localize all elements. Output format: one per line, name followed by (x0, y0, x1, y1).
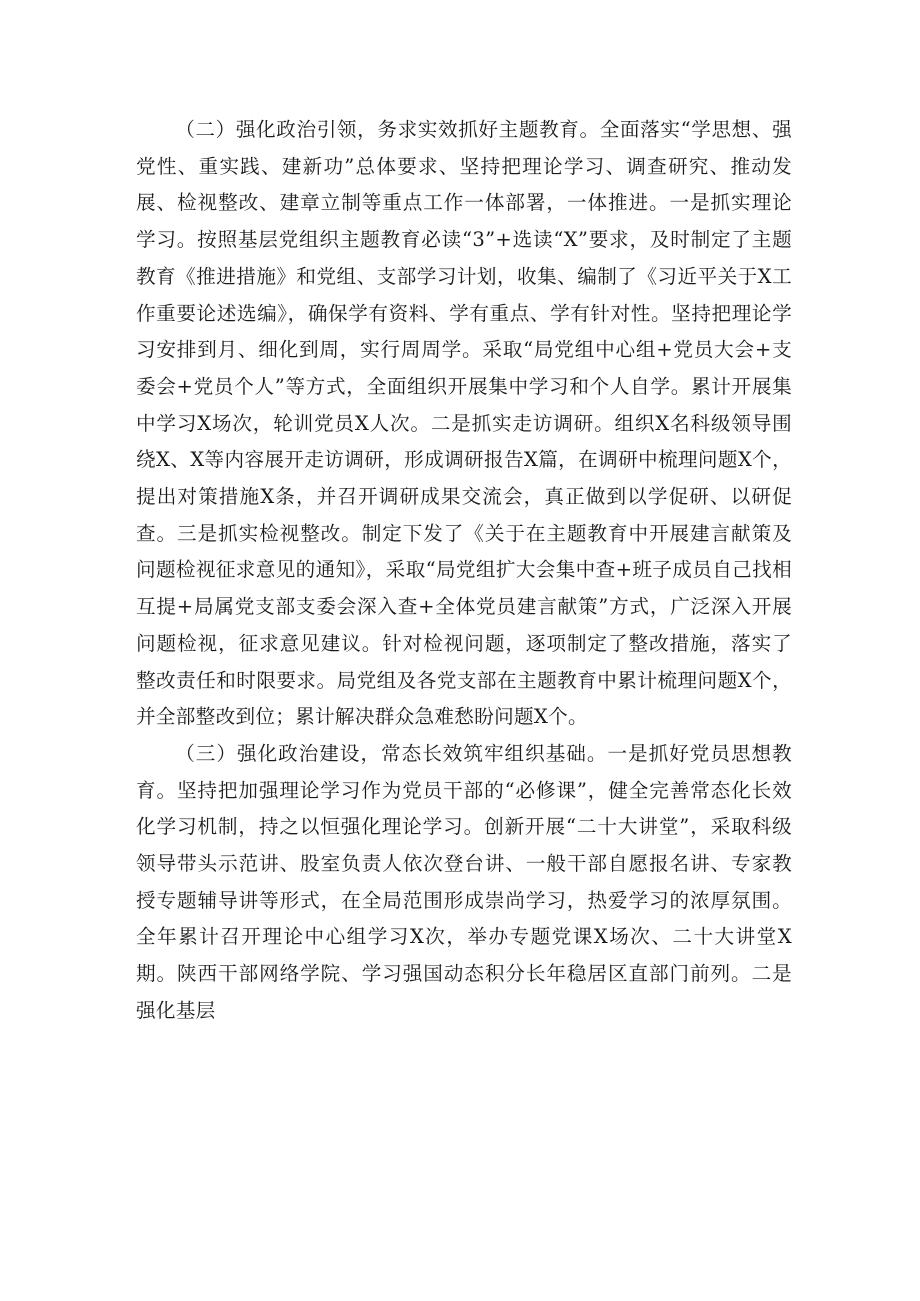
paragraph-section-2: （二）强化政治引领，务求实效抓好主题教育。全面落实“学思想、强党性、重实践、建新功”总体要求、坚持把理论学习、调查研究、推动发展、检视整改、建章立制等重点工作一体部署，一体推进。一是抓实理论学习。按照基层党组织主题教育必读“3”+选读“X”要求，及时制定了主题教育《推进措施》和党组、支部学习计划，收集、编制了《习近平关于X工作重要论述选编》，确保学有资料、学有重点、学有针对性。坚持把理论学习安排到月、细化到周，实行周周学。采取“局党组中心组+党员大会+支委会+党员个人”等方式，全面组织开展集中学习和个人自学。累计开展集中学习X场次，轮训党员X人次。二是抓实走访调研。组织X名科级领导围绕X、X等内容展开走访调研，形成调研报告X篇，在调研中梳理问题X个，提出对策措施X条，并召开调研成果交流会，真正做到以学促研、以研促查。三是抓实检视整改。制定下发了《关于在主题教育中开展建言献策及问题检视征求意见的通知》，采取“局党组扩大会集中查+班子成员自己找相互提+局属党支部支委会深入查+全体党员建言献策”方式，广泛深入开展问题检视，征求意见建议。针对检视问题，逐项制定了整改措施，落实了整改责任和时限要求。局党组及各党支部在主题教育中累计梳理问题X个，并全部整改到位；累计解决群众急难愁盼问题X个。 (136, 118, 792, 729)
document-body (136, 112, 792, 1030)
paragraph-section-3: （三）强化政治建设，常态长效筑牢组织基础。一是抓好党员思想教育。坚持把加强理论学习作为党员干部的“必修课”，健全完善常态化长效化学习机制，持之以恒强化理论学习。创新开展“二十大讲堂”，采取科级领导带头示范讲、股室负责人依次登台讲、一般干部自愿报名讲、专家教授专题辅导讲等形式，在全局范围形成崇尚学习，热爱学习的浓厚氛围。全年累计召开理论中心组学习X次，举办专题党课X场次、二十大讲堂X期。陕西干部网络学院、学习强国动态积分长年稳居区直部门前列。二是强化基层 (136, 741, 792, 1022)
